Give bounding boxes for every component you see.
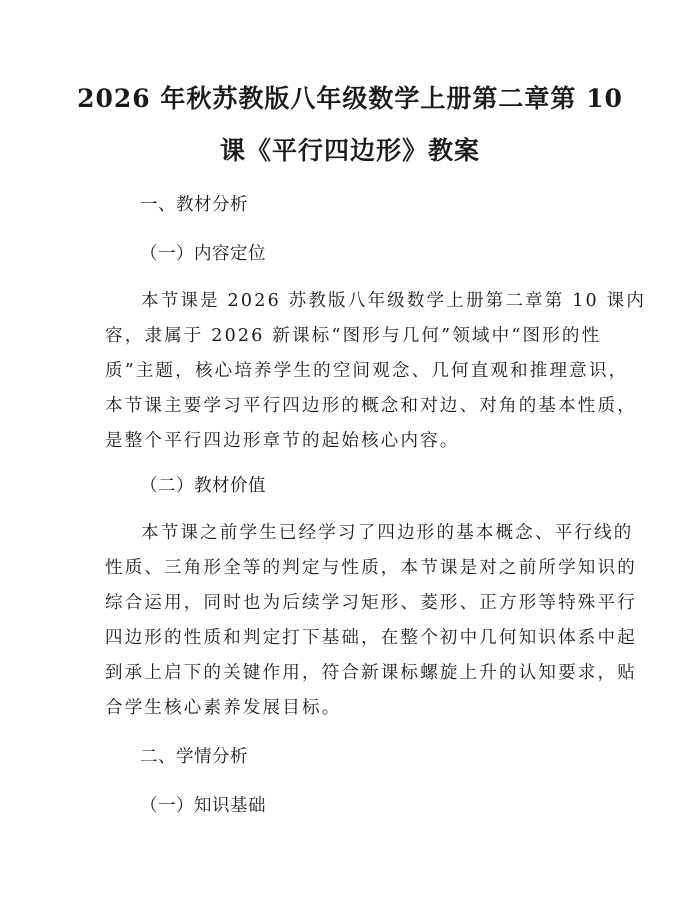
document-title-line-1: 2026 年秋苏教版八年级数学上册第二章第 10	[77, 84, 623, 113]
paragraph-line: 本节课主要学习平行四边形的概念和对边、对角的基本性质，	[105, 396, 637, 416]
subsection-heading-material-value: （二）教材价值	[140, 476, 266, 496]
paragraph-line: 本节课之前学生已经学习了四边形的基本概念、平行线的	[141, 523, 634, 543]
paragraph-line: 合学生核心素养发展目标。	[105, 698, 342, 718]
paragraph-line: 综合运用，同时也为后续学习矩形、菱形、正方形等特殊平行	[105, 593, 637, 613]
paragraph-line: 到承上启下的关键作用，符合新课标螺旋上升的认知要求，贴	[105, 663, 637, 683]
section-heading-analysis: 一、教材分析	[140, 195, 248, 215]
paragraph-line: 性质、三角形全等的判定与性质，本节课是对之前所学知识的	[105, 558, 637, 578]
subsection-heading-knowledge-base: （一）知识基础	[140, 796, 266, 816]
paragraph-line: 容，隶属于 2026 新课标“图形与几何”领域中“图形的性	[105, 326, 602, 346]
paragraph-line: 本节课是 2026 苏教版八年级数学上册第二章第 10 课内	[141, 291, 647, 311]
subsection-heading-content-position: （一）内容定位	[140, 244, 266, 264]
paragraph-line: 是整个平行四边形章节的起始核心内容。	[105, 431, 460, 451]
section-heading-learner-analysis: 二、学情分析	[140, 747, 248, 767]
paragraph-line: 四边形的性质和判定打下基础，在整个初中几何知识体系中起	[105, 628, 637, 648]
paragraph-line: 质”主题，核心培养学生的空间观念、几何直观和推理意识，	[105, 361, 629, 381]
document-title-line-2: 课《平行四边形》教案	[219, 136, 480, 165]
